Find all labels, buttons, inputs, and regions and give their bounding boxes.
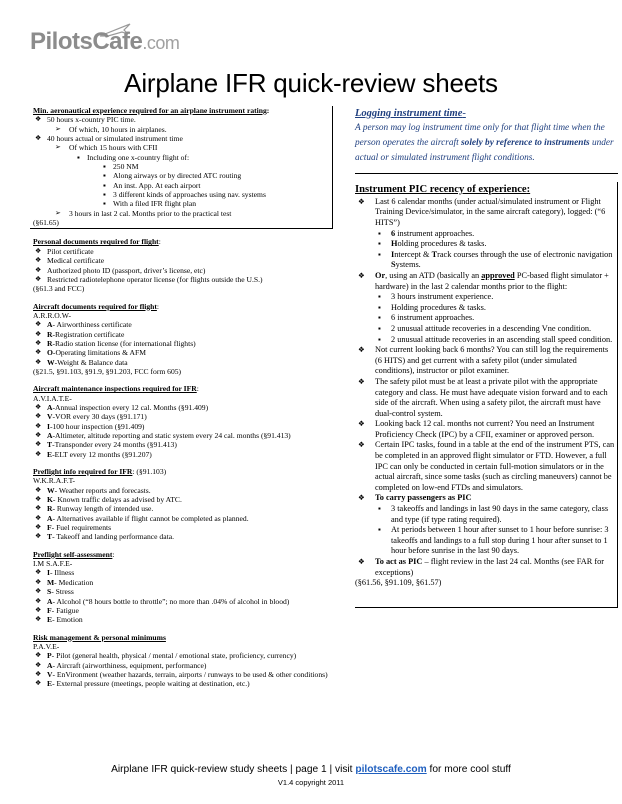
pilotscafe-logo: [30, 22, 200, 62]
section-heading: Personal documents required for flight: [33, 237, 159, 247]
list-item: ❖ S- Stress: [33, 587, 333, 596]
list-item: ❖ W-Weight & Balance data: [33, 358, 333, 367]
list-item: ❖ A- Airworthiness certificate: [33, 320, 333, 329]
min-experience-section: Min. aeronautical experience required for an airplane instrument rating: ❖ 50 hours x-country PIC time. ➢ Of which, 10 hours in airplanes. ❖ 40 hours actual or simulated instrument time ➢ Of which 15 hours with CFII ▪ Including one x-country flight of: ▪ 250 NM ▪ Along airways or by directed ATC routing ▪ An inst. App. At each airport ▪ 3 different kinds of approaches using nav. systems ▪ With a filed IFR flight plan ➢ 3 hours in last 2 cal. Months prior to the practical test (§61.65): [30, 106, 333, 229]
reference: (§21.5, §91.103, §91.9, §91.203, FCC form 605): [33, 366, 182, 376]
aircraft-documents-section: Aircraft documents required for flight: A.R.R.O.W- ❖ A- Airworthiness certificate ❖ R-Registration certificate ❖ R-Radio station license (for international flights) ❖ O-Operating limitations & AFM ❖ W-Weight & Balance data (§21.5, §91.103, §91.9, §91.203, FCC form 605): [33, 302, 333, 377]
list-item: ❖ P- Pilot (general health, physical / mental / emotional state, proficiency, currency): [33, 651, 333, 660]
mnemonic: A.V.I.A.T.E-: [33, 393, 72, 403]
maintenance-section: Aircraft maintenance inspections required for IFR: A.V.I.A.T.E- ❖ A-Annual inspection every 12 cal. Months (§91.409) ❖ V-VOR every 30 days (§91.171) ❖ I-100 hour inspection (§91.409) ❖ A-Altimeter, altitude reporting and static system every 24 cal. months (§91.413) ❖ T-Transponder every 24 months (§91.413) ❖ E-ELT every 12 months (§91.207): [33, 384, 333, 459]
list-item: ❖ Last 6 calendar months (under actual/simulated instrument or Flight Training Device/simulator, in the same aircraft category), logged: (“6 HITS”): [355, 197, 617, 229]
page-footer: Airplane IFR quick-review study sheets | page 1 | visit pilotscafe.com for more cool stuff: [111, 764, 511, 775]
list-item: ❖ A-Altimeter, altitude reporting and static system every 24 cal. months (§91.413): [33, 431, 333, 440]
list-item: ❖ 40 hours actual or simulated instrument time: [33, 134, 328, 143]
list-item: ❖ 50 hours x-country PIC time.: [33, 115, 328, 124]
list-item: ❖ Not current looking back 6 months? You can still log the requirements (6 HITS) and get current with a safety pilot (under simulated conditions), instructor or pilot examiner.: [355, 345, 617, 377]
list-item: ❖ R-Radio station license (for international flights): [33, 339, 333, 348]
list-item: ❖ R-Registration certificate: [33, 330, 333, 339]
list-item: ▪ 2 unusual attitude recoveries in an ascending stall speed condition.: [355, 335, 617, 346]
section-heading: Risk management & personal minimums: [33, 632, 166, 642]
list-item: ❖ E- External pressure (meetings, people waiting at destination, etc.): [33, 679, 333, 688]
page-title: Airplane IFR quick-review sheets: [124, 68, 498, 98]
list-item: ➢ Of which, 10 hours in airplanes.: [33, 125, 328, 134]
list-item: ❖ Looking back 12 cal. months not current? You need an Instrument Proficiency Check (IPC) by a CFII, examiner or approved person.: [355, 419, 617, 440]
list-item: ▪ Holding procedures & tasks.: [355, 239, 617, 250]
list-item: ❖ M- Medication: [33, 578, 333, 587]
copyright: V1.4 copyright 2011: [277, 778, 345, 787]
list-item: ▪ At periods between 1 hour after sunset to 1 hour before sunrise: 3 takeoffs and landings to a full stop during 1 hour after sunset to 1 hour before sunrise in the last 90 days.: [355, 525, 617, 557]
mnemonic: P.A.V.E-: [33, 641, 60, 651]
list-item: ❖ A- Alternatives available if flight cannot be completed as planned.: [33, 514, 333, 523]
list-item: ❖ W- Weather reports and forecasts.: [33, 486, 333, 495]
pic-recency-section: [355, 182, 618, 608]
list-item: ❖ T- Takeoff and landing performance data.: [33, 532, 333, 541]
left-column: [33, 106, 333, 689]
mnemonic: W.K.R.A.F.T-: [33, 476, 76, 486]
list-item: ❖ To carry passengers as PIC: [355, 493, 617, 504]
list-item: ▪ 3 different kinds of approaches using nav. systems: [33, 190, 328, 199]
list-item: ❖ O-Operating limitations & AFM: [33, 348, 333, 357]
list-item: ▪ 2 unusual attitude recoveries in a descending Vne condition.: [355, 324, 617, 335]
right-column: [355, 106, 618, 608]
list-item: ❖ F- Fatigue: [33, 606, 333, 615]
section-heading: Aircraft documents required for flight: [33, 301, 157, 311]
list-item: ❖ Restricted radiotelephone operator license (for flights outside the U.S.): [33, 275, 333, 284]
list-item: ❖ R- Runway length of intended use.: [33, 504, 333, 513]
logo-wordmark: PilotsCafe.com: [30, 28, 180, 55]
list-item: ❖ K- Known traffic delays as advised by ATC.: [33, 495, 333, 504]
list-item: ▪ With a filed IFR flight plan: [33, 199, 328, 208]
list-item: ❖ To act as PIC – flight review in the last 24 cal. Months (see FAR for exceptions): [355, 557, 617, 578]
section-heading: Logging instrument time-: [355, 108, 466, 119]
list-item: ❖ E- Emotion: [33, 615, 333, 624]
mnemonic: I.M S.A.F.E-: [33, 559, 73, 569]
list-item: ▪ An inst. App. At each airport: [33, 181, 328, 190]
reference: (§61.3 and FCC): [33, 284, 85, 294]
list-item: ▪ Intercept & Track courses through the use of electronic navigation Systems.: [355, 250, 617, 271]
list-item: ❖ Pilot certificate: [33, 247, 333, 256]
reference: (§61.65): [33, 218, 59, 228]
list-item: ▪ 6 instrument approaches.: [355, 313, 617, 324]
list-item: ▪ Along airways or by directed ATC routing: [33, 171, 328, 180]
list-item: ❖ I- Illness: [33, 568, 333, 577]
risk-management-section: [33, 633, 333, 689]
list-item: ▪ 6 instrument approaches.: [355, 229, 617, 240]
list-item: ▪ 250 NM: [33, 162, 328, 171]
list-item: ▪ 3 hours instrument experience.: [355, 292, 617, 303]
section-heading: Aircraft maintenance inspections required for IFR: [33, 384, 197, 394]
list-item: ❖ E-ELT every 12 months (§91.207): [33, 450, 333, 459]
list-item: ▪ Holding procedures & tasks.: [355, 303, 617, 314]
list-item: ➢ 3 hours in last 2 cal. Months prior to the practical test: [33, 209, 328, 218]
reference: (§61.56, §91.109, §61.57): [355, 578, 442, 588]
personal-documents-section: Personal documents required for flight: ❖ Pilot certificate ❖ Medical certificate ❖ Authorized photo ID (passport, driver’s license, etc) ❖ Restricted radiotelephone operator license (for flights outside the U.S.) (§61.3 and FCC): [33, 237, 333, 293]
list-item: ❖ V-VOR every 30 days (§91.171): [33, 412, 333, 421]
section-heading: Preflight self-assessment: [33, 549, 113, 559]
list-item: ❖ V- EnVironment (weather hazards, terrain, airports / runways to be used & other conditions): [33, 670, 333, 679]
section-heading: Instrument PIC recency of experience:: [355, 183, 531, 195]
mnemonic: A.R.R.O.W-: [33, 310, 71, 320]
list-item: ❖ Certain IPC tasks, found in a table at the end of the instrument PTS, can be completed in an approved flight simulator or FTD. However, a full IPC can only be conducted in certain full-motion simulators or in the actual aircraft, since some tasks (such as circling maneuvers) cannot be completed on low-end FTDs and simulators.: [355, 440, 617, 493]
list-item: ▪ 3 takeoffs and landings in last 90 days in the same category, class and type (if type rating required).: [355, 504, 617, 525]
logging-definition: A person may log instrument time only for that flight time when the person operates the aircraft solely by reference to instruments under actual or simulated instrument flight conditions.: [355, 122, 614, 164]
list-item: ❖ Or, using an ATD (basically an approved PC-based flight simulator + hardware) in the last 2 calendar months prior to the flight:: [355, 271, 617, 292]
list-item: ❖ A- Aircraft (airworthiness, equipment, performance): [33, 661, 333, 670]
list-item: ❖ The safety pilot must be at least a private pilot with the appropriate category and class. He must have adequate vision forward and to each side of the aircraft. When using a safety pilot, the aircraft must have dual-control system.: [355, 377, 617, 419]
logging-instrument-time-section: [355, 106, 618, 174]
list-item: ❖ A-Annual inspection every 12 cal. Months (§91.409): [33, 403, 333, 412]
list-item: ❖ Authorized photo ID (passport, driver’s license, etc): [33, 266, 333, 275]
list-item: ❖ Medical certificate: [33, 256, 333, 265]
list-item: ❖ A- Alcohol (“8 hours bottle to throttle”; no more than .04% of alcohol in blood): [33, 597, 333, 606]
list-item: ❖ F- Fuel requirements: [33, 523, 333, 532]
list-item: ❖ T-Transponder every 24 months (§91.413): [33, 440, 333, 449]
preflight-info-section: Preflight info required for IFR: (§91.103) W.K.R.A.F.T- ❖ W- Weather reports and forecasts. ❖ K- Known traffic delays as advised by ATC. ❖ R- Runway length of intended use. ❖ A- Alternatives available if flight cannot be completed as planned. ❖ F- Fuel requirements ❖ T- Takeoff and landing performance data.: [33, 467, 333, 542]
list-item: ▪ Including one x-country flight of:: [33, 153, 328, 162]
section-heading: Min. aeronautical experience required for an airplane instrument rating: [33, 106, 267, 115]
section-heading: Preflight info required for IFR: [33, 467, 133, 477]
self-assessment-section: Preflight self-assessment: I.M S.A.F.E- ❖ I- Illness ❖ M- Medication ❖ S- Stress ❖ A- Alcohol (“8 hours bottle to throttle”; no more than .04% of alcohol in blood) ❖ F- Fatigue ❖ E- Emotion: [33, 550, 333, 625]
list-item: ➢ Of which 15 hours with CFII: [33, 143, 328, 152]
pilotscafe-link[interactable]: pilotscafe.com: [355, 764, 427, 775]
list-item: ❖ I-100 hour inspection (§91.409): [33, 422, 333, 431]
